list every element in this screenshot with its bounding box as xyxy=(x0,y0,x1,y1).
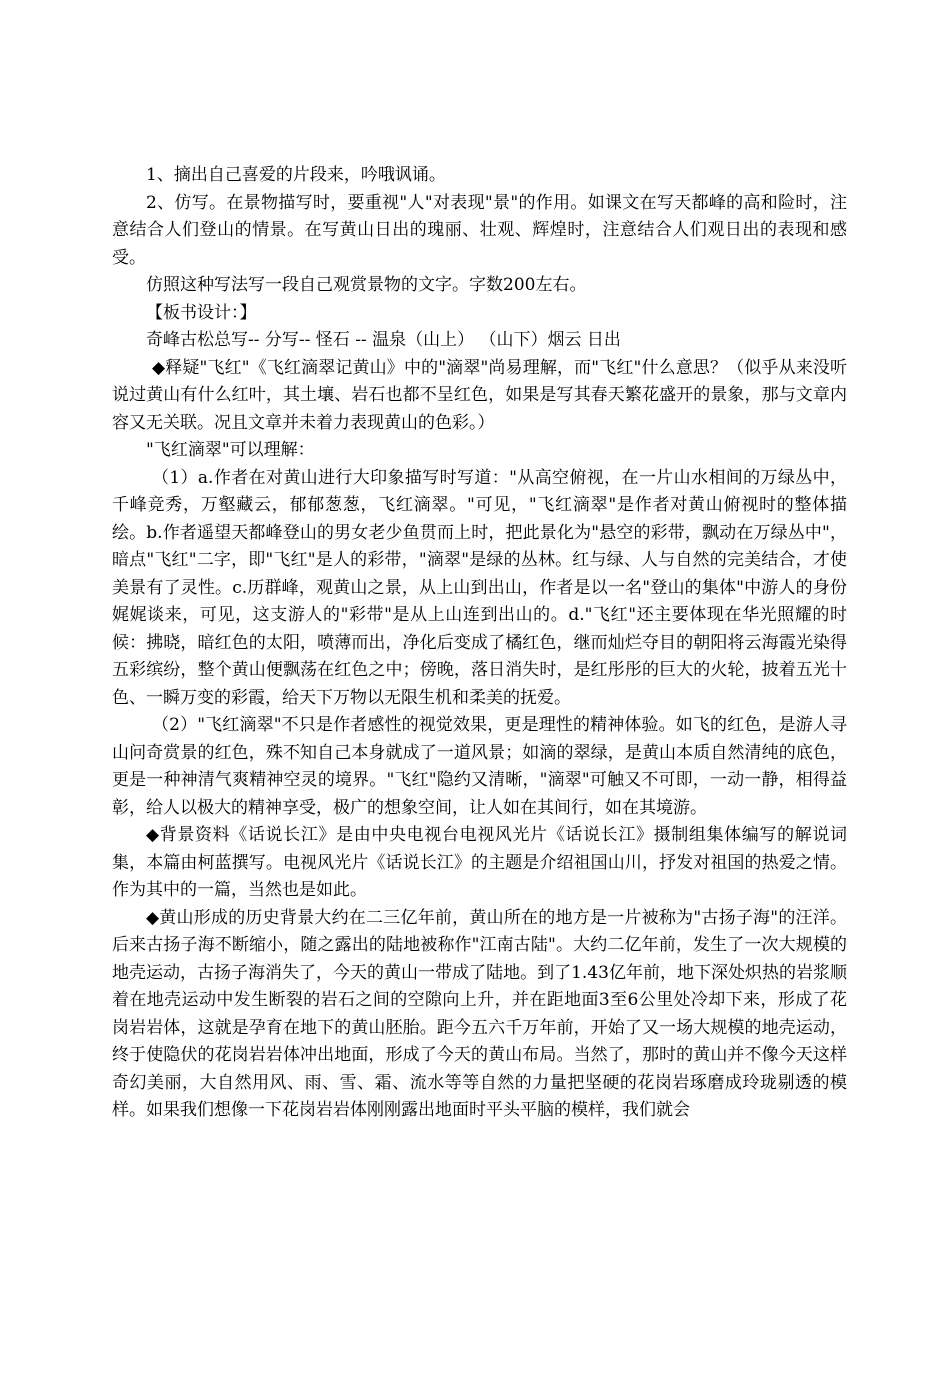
paragraph-background-info: ◆背景资料《话说长江》是由中央电视台电视风光片《话说长江》摄制组集体编写的解说词集，本篇由柯蓝撰写。电视风光片《话说长江》的主题是介绍祖国山川，抒发对祖国的热爱之情。作为其中的一篇，当然也是如此。 xyxy=(112,825,847,900)
heading-board-design: 【板书设计：】 xyxy=(146,302,257,323)
paragraph-exercise-2-task: 仿照这种写法写一段自己观赏景物的文字。字数200左右。 xyxy=(146,275,587,295)
paragraph-board-outline: 奇峰古松总写-- 分写-- 怪石 -- 温泉（山上） （山下）烟云 日出 xyxy=(146,330,621,350)
paragraph-exercise-2: 2、仿写。在景物描写时，要重视"人"对表现"景"的作用。如课文在写天都峰的高和险时，注意结合人们登山的情景。在写黄山日出的瑰丽、壮观、辉煌时，注意结合人们观日出的表现和感受。 xyxy=(112,192,847,268)
document-page xyxy=(112,162,847,1125)
paragraph-understanding-intro: "飞红滴翠"可以理解： xyxy=(146,440,315,460)
paragraph-understanding-2: （2）"飞红滴翠"不只是作者感性的视觉效果，更是理性的精神体验。如飞的红色，是游人寻山问奇赏景的红色，殊不知自己本身就成了一道风景；如滴的翠绿，是黄山本质自然清纯的底色，更是一种神清气爽精神空灵的境界。"飞红"隐约又清晰，"滴翠"可触又不可即，一动一静，相得益彰，给人以极大的精神享受，极广的想象空间，让人如在其间行，如在其境游。 xyxy=(112,715,847,818)
paragraph-huangshan-history: ◆黄山形成的历史背景大约在二三亿年前，黄山所在的地方是一片被称为"古扬子海"的汪洋。后来古扬子海不断缩小，随之露出的陆地被称作"江南古陆"。大约二亿年前，发生了一次大规模的地壳运动，古扬子海消失了，今天的黄山一带成了陆地。到了1.43亿年前，地下深处炽热的岩浆顺着在地壳运动中发生断裂的岩石之间的空隙向上升，并在距地面3至6公里处冷却下来，形成了花岗岩岩体，这就是孕育在地下的黄山胚胎。距今五六千万年前，开始了又一场大规模的地壳运动，终于使隐伏的花岗岩岩体冲出地面，形成了今天的黄山布局。当然了，那时的黄山并不像今天这样奇幻美丽，大自然用风、雨、雪、霜、流水等等自然的力量把坚硬的花岗岩琢磨成玲珑剔透的模样。如果我们想像一下花岗岩岩体刚刚露出地面时平头平脑的模样，我们就会 xyxy=(112,907,847,1120)
paragraph-explanation-feihong: ◆释疑"飞红"《飞红滴翠记黄山》中的"滴翠"尚易理解，而"飞红"什么意思？（似乎从来没听说过黄山有什么红叶，其土壤、岩石也都不呈红色，如果是写其春天繁花盛开的景象，那与文章内容又无关联。况且文章并未着力表现黄山的色彩。） xyxy=(112,357,847,433)
paragraph-exercise-1: 1、摘出自己喜爱的片段来，吟哦讽诵。 xyxy=(146,165,446,185)
paragraph-understanding-1: （1）a.作者在对黄山进行大印象描写时写道："从高空俯视，在一片山水相间的万绿丛中，千峰竞秀，万壑藏云，郁郁葱葱，飞红滴翠。"可见，"飞红滴翠"是作者对黄山俯视时的整体描绘。b.作者遥望天都峰登山的男女老少鱼贯而上时，把此景化为"悬空的彩带，飘动在万绿丛中"，暗点"飞红"二字，即"飞红"是人的彩带，"滴翠"是绿的丛林。红与绿、人与自然的完美结合，才使美景有了灵性。c.历群峰，观黄山之景，从上山到出山，作者是以一名"登山的集体"中游人的身份娓娓谈来，可见，这支游人的"彩带"是从上山连到出山的。d."飞红"还主要体现在华光照耀的时候：拂晓，暗红色的太阳，喷薄而出，净化后变成了橘红色，继而灿烂夺目的朝阳将云海霞光染得五彩缤纷，整个黄山便飘荡在红色之中；傍晚，落日消失时，是红彤彤的巨大的火轮，披着五光十色、一瞬万变的彩霞，给天下万物以无限生机和柔美的抚爱。 xyxy=(112,467,847,708)
